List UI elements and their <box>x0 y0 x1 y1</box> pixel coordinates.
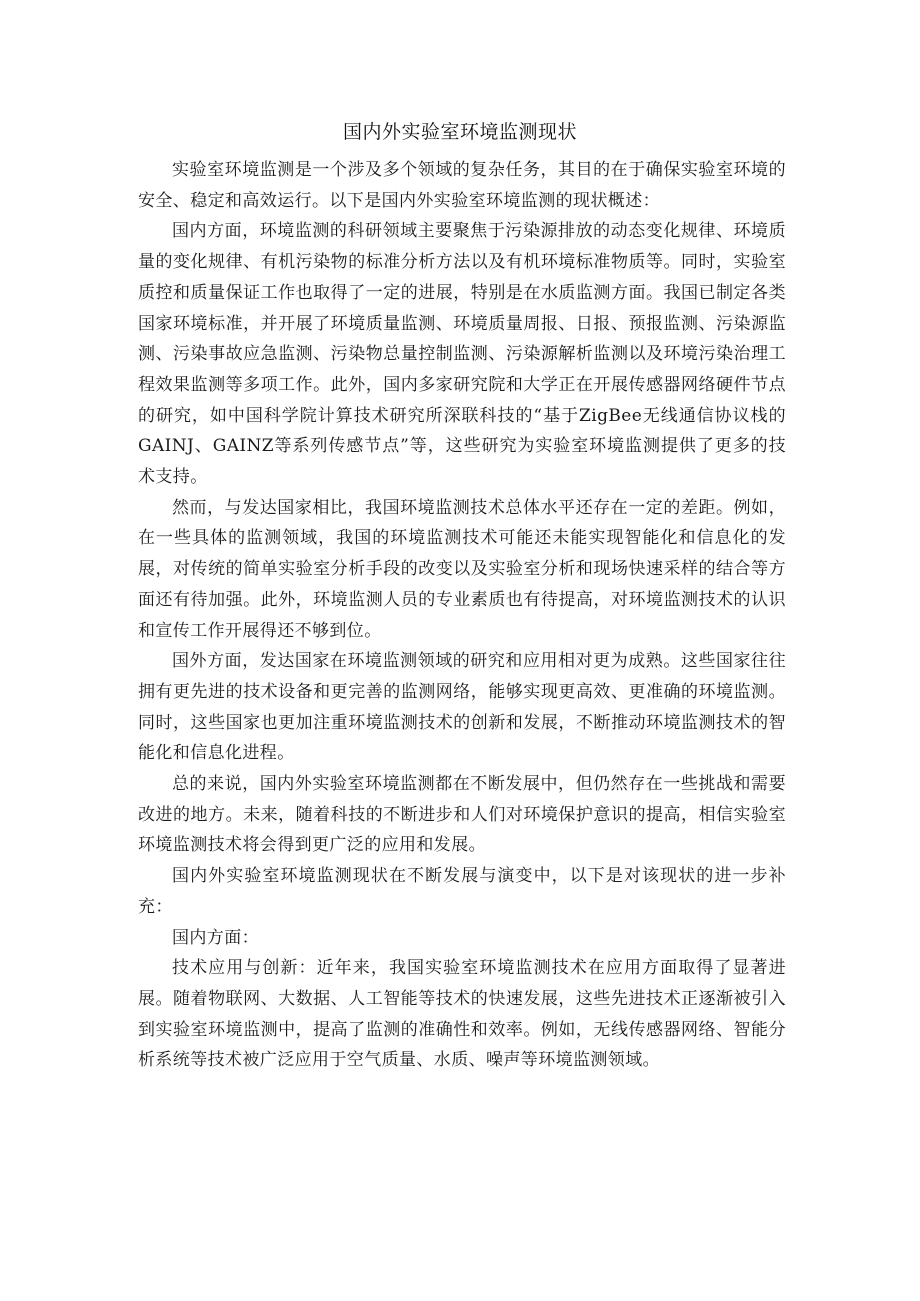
paragraph-domestic-heading: 国内方面： <box>172 927 259 948</box>
document-body <box>138 155 786 1076</box>
paragraph-supplement: 国内外实验室环境监测现状在不断发展与演变中，以下是对该现状的进一步补充： <box>138 866 786 917</box>
paragraph-foreign: 国外方面，发达国家在环境监测领域的研究和应用相对更为成熟。这些国家往往拥有更先进的技术设备和更完善的监测网络，能够实现更高效、更准确的环境监测。同时，这些国家也更加注重环境监测技术的创新和发展，不断推动环境监测技术的智能化和信息化进程。 <box>138 651 786 764</box>
paragraph-domestic: 国内方面，环境监测的科研领域主要聚焦于污染源排放的动态变化规律、环境质量的变化规律、有机污染物的标准分析方法以及有机环境标准物质等。同时，实验室质控和质量保证工作也取得了一定的进展，特别是在水质监测方面。我国已制定各类国家环境标准，并开展了环境质量监测、环境质量周报、日报、预报监测、污染源监测、污染事故应急监测、污染物总量控制监测、污染源解析监测以及环境污染治理工程效果监测等多项工作。此外，国内多家研究院和大学正在开展传感器网络硬件节点的研究，如中国科学院计算技术研究所深联科技的“基于ZigBee无线通信协议栈的GAINJ、GAINZ等系列传感节点”等，这些研究为实验室环境监测提供了更多的技术支持。 <box>138 221 786 488</box>
paragraph-tech-application: 技术应用与创新：近年来，我国实验室环境监测技术在应用方面取得了显著进展。随着物联网、大数据、人工智能等技术的快速发展，这些先进技术正逐渐被引入到实验室环境监测中，提高了监测的准确性和效率。例如，无线传感器网络、智能分析系统等技术被广泛应用于空气质量、水质、噪声等环境监测领域。 <box>138 958 786 1071</box>
paragraph-gap: 然而，与发达国家相比，我国环境监测技术总体水平还存在一定的差距。例如，在一些具体的监测领域，我国的环境监测技术可能还未能实现智能化和信息化的发展，对传统的简单实验室分析手段的改变以及实验室分析和现场快速采样的结合等方面还有待加强。此外，环境监测人员的专业素质也有待提高，对环境监测技术的认识和宣传工作开展得还不够到位。 <box>138 497 786 641</box>
page-title: 国内外实验室环境监测现状 <box>342 121 577 143</box>
paragraph-summary: 总的来说，国内外实验室环境监测都在不断发展中，但仍然存在一些挑战和需要改进的地方。未来，随着科技的不断进步和人们对环境保护意识的提高，相信实验室环境监测技术将会得到更广泛的应用和发展。 <box>138 774 786 856</box>
paragraph-intro: 实验室环境监测是一个涉及多个领域的复杂任务，其目的在于确保实验室环境的安全、稳定和高效运行。以下是国内外实验室环境监测的现状概述： <box>138 160 786 211</box>
